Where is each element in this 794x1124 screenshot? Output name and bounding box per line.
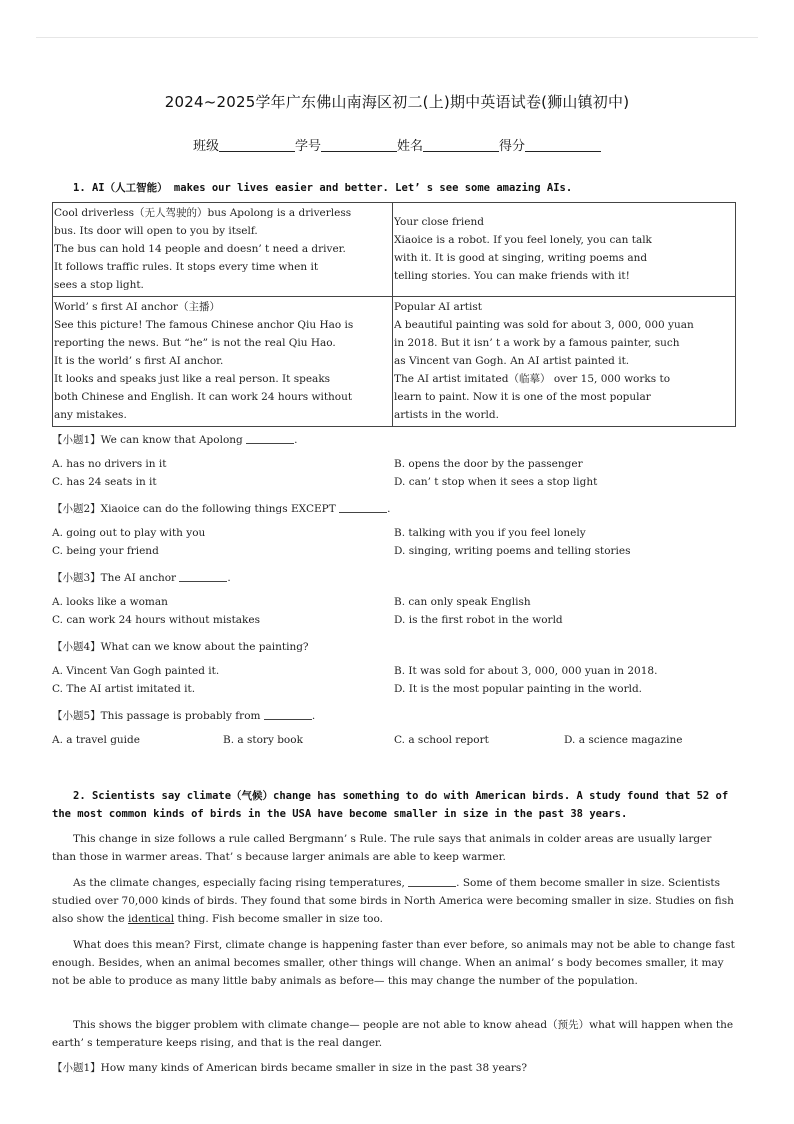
q1-sub2-option-b[interactable]: B. talking with you if you feel lonely [394, 527, 586, 539]
name-field[interactable]: 姓名 [397, 135, 499, 154]
q1-sub1-option-b[interactable]: B. opens the door by the passenger [394, 458, 583, 470]
q1-sub4-option-c[interactable]: C. The AI artist imitated it. [52, 683, 196, 695]
q1-sub2-option-a[interactable]: A. going out to play with you [52, 527, 206, 539]
q1-sub2-stem: 【小题2】Xiaoice can do the following things EXCEPT . [52, 503, 391, 515]
q1-sub2-option-d[interactable]: D. singing, writing poems and telling stories [394, 545, 631, 557]
q1-sub1-stem: 【小题1】We can know that Apolong . [52, 434, 298, 446]
q1-sub5-option-c[interactable]: C. a school report [394, 734, 489, 746]
q1-sub5-option-b[interactable]: B. a story book [223, 734, 303, 746]
q2-heading: 2. Scientists say climate（气候）change has something to do with American birds. A study found that 52 of the most common kinds of birds in the USA have become smaller in size in the past 38 years. [52, 790, 729, 820]
student-info-row [0, 135, 794, 154]
q1-passage-table [52, 202, 736, 427]
underlined-word-identical: identical [128, 913, 175, 925]
q2-paragraph-2: As the climate changes, especially facing rising temperatures, . Some of them become smaller in size. Scientists studied over 70,000 kinds of birds. They found that some birds in North America were becoming smaller in size. Studies on fish also show the identical thing. Fish become smaller in size too. [52, 877, 734, 925]
q1-sub2-option-c[interactable]: C. being your friend [52, 545, 159, 557]
q1-sub3-stem: 【小题3】The AI anchor . [52, 572, 231, 584]
cell-apolong-bus: Cool driverless（无人驾驶的）bus Apolong is a driverless bus. Its door will open to you by itself. The bus can hold 14 people and doesn’ t need a driver. It follows traffic rules. It stops every time when it sees a stop light. [53, 203, 393, 297]
q1-sub4-option-b[interactable]: B. It was sold for about 3, 000, 000 yuan in 2018. [394, 665, 658, 677]
cell-xiaoice: Your close friend Xiaoice is a robot. If you feel lonely, you can talk with it. It is good at singing, writing poems and telling stories. You can make friends with it! [393, 203, 736, 297]
q1-sub4-option-a[interactable]: A. Vincent Van Gogh painted it. [52, 665, 220, 677]
score-field[interactable]: 得分 [499, 135, 601, 154]
header-divider [36, 37, 758, 38]
q2-paragraph-1: This change in size follows a rule called Bergmann’ s Rule. The rule says that animals in colder areas are usually larger than those in warmer areas. That’ s because larger animals are able to keep warmer. [52, 833, 712, 863]
q1-sub1-option-c[interactable]: C. has 24 seats in it [52, 476, 157, 488]
q1-sub4-option-d[interactable]: D. It is the most popular painting in the world. [394, 683, 643, 695]
cell-ai-artist: Popular AI artist A beautiful painting was sold for about 3, 000, 000 yuan in 2018. But it isn’ t a work by a famous painter, such as Vincent van Gogh. An AI artist painted it. The AI artist imitated（临摹） over 15, 000 works to learn to paint. Now it is one of the most popular artists in the world. [393, 297, 736, 427]
q1-heading: 1. AI（人工智能） makes our lives easier and better. Let’ s see some amazing AIs. [73, 182, 573, 194]
q1-sub3-option-c[interactable]: C. can work 24 hours without mistakes [52, 614, 261, 626]
q1-sub3-option-b[interactable]: B. can only speak English [394, 596, 531, 608]
q1-sub1-option-a[interactable]: A. has no drivers in it [52, 458, 167, 470]
cell-ai-anchor: World’ s first AI anchor（主播） See this picture! The famous Chinese anchor Qiu Hao is reporting the news. But “he” is not the real Qiu Hao. It is the world’ s first AI anchor. It looks and speaks just like a real person. It speaks both Chinese and English. It can work 24 hours without any mistakes. [53, 297, 393, 427]
class-field[interactable]: 班级 [193, 135, 295, 154]
q2-sub1-stem: 【小题1】How many kinds of American birds became smaller in size in the past 38 years? [52, 1062, 527, 1074]
exam-title: 2024~2025学年广东佛山南海区初二(上)期中英语试卷(狮山镇初中) [164, 93, 630, 111]
q1-sub5-option-d[interactable]: D. a science magazine [564, 734, 683, 746]
q1-sub5-stem: 【小题5】This passage is probably from . [52, 710, 316, 722]
q1-sub3-option-d[interactable]: D. is the first robot in the world [394, 614, 563, 626]
q1-sub4-stem: 【小题4】What can we know about the painting? [52, 641, 309, 653]
q1-sub1-option-d[interactable]: D. can’ t stop when it sees a stop light [394, 476, 598, 488]
q1-sub5-option-a[interactable]: A. a travel guide [52, 734, 140, 746]
q1-sub3-option-a[interactable]: A. looks like a woman [52, 596, 168, 608]
student-number-field[interactable]: 学号 [295, 135, 397, 154]
q2-paragraph-3: What does this mean? First, climate change is happening faster than ever before, so animals may not be able to change fast enough. Besides, when an animal becomes smaller, other things will change. When an animal’ s body becomes smaller, it may not be able to produce as many little baby animals as before— this may change the number of the population. [52, 939, 735, 987]
q2-paragraph-4: This shows the bigger problem with climate change— people are not able to know ahead（预先）what will happen when the earth’ s temperature keeps rising, and that is the real danger. [52, 1019, 734, 1049]
